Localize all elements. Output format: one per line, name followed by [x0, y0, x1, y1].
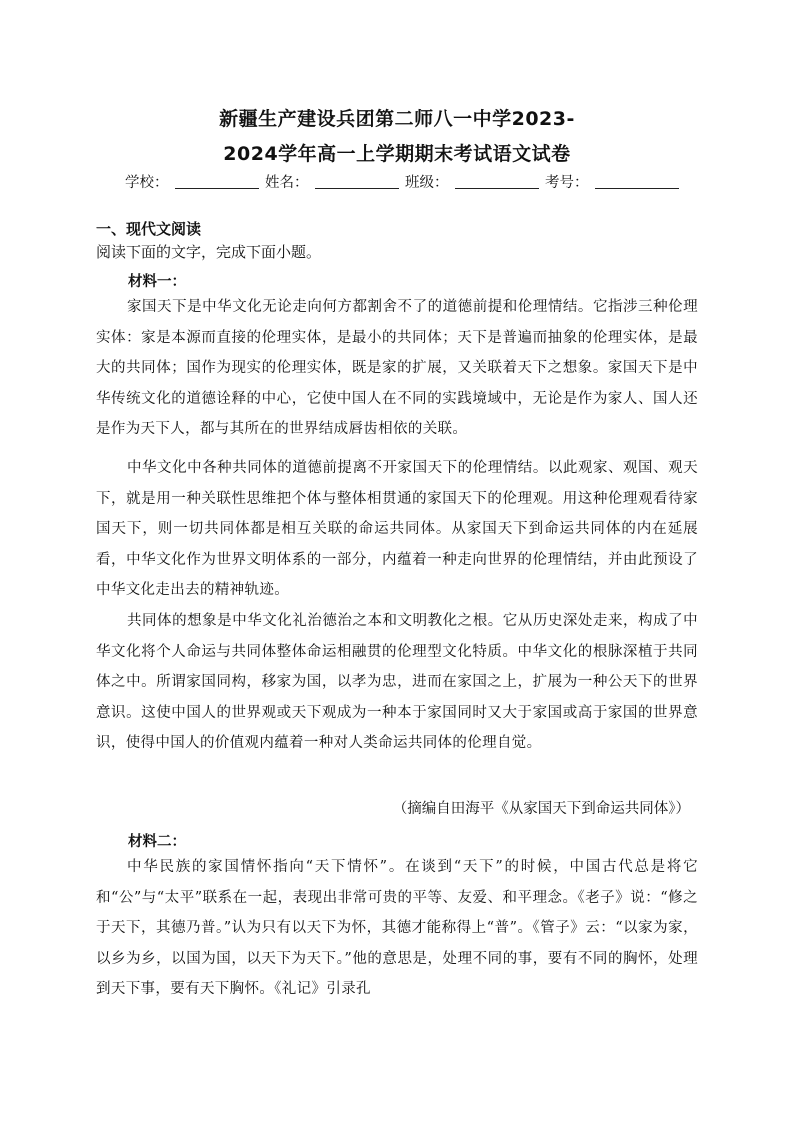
student-info-fields [125, 171, 685, 192]
material2-label: 材料二： [128, 834, 186, 850]
exam-title-line1: 新疆生产建设兵团第二师八一中学2023- [219, 108, 575, 130]
exam-title-line2: 2024学年高一上学期期末考试语文试卷 [223, 143, 571, 165]
school-label: 学校： [125, 175, 169, 191]
class-blank[interactable] [455, 174, 540, 189]
exam-number-label: 考号： [545, 175, 589, 191]
material1-paragraph-3: 共同体的想象是中华文化礼治德治之本和文明教化之根。它从历史深处走来，构成了中华文化将个人命运与共同体整体命运相融贯的伦理型文化特质。中华文化的根脉深植于共同体之中。所谓家国同构，移家为国，以孝为忠，进而在家国之上，扩展为一种公天下的世界意识。这使中国人的世界观或天下观成为一种本于家国同时又大于家国或高于家国的世界意识，使得中国人的价值观内蕴着一种对人类命运共同体的伦理自觉。 [96, 613, 698, 752]
reading-instruction: 阅读下面的文字，完成下面小题。 [96, 243, 322, 261]
material2-paragraph-1: 中华民族的家国情怀指向“天下情怀”。在谈到“天下”的时候，中国古代总是将它和“公”与“太平”联系在一起，表现出非常可贵的平等、友爱、和平理念。《老子》说：“修之于天下，其德乃普。”认为只有以天下为怀，其德才能称得上“普”。《管子》云：“以家为家，以乡为乡，以国为国，以天下为天下。”他的意思是，处理不同的事，要有不同的胸怀，处理到天下事，要有天下胸怀。《礼记》引录孔 [96, 859, 698, 998]
section-heading: 一、现代文阅读 [96, 220, 202, 238]
name-label: 姓名： [265, 175, 309, 191]
material1-source: （摘编自田海平《从家国天下到命运共同体》） [392, 801, 690, 817]
material1-paragraph-2: 中华文化中各种共同体的道德前提离不开家国天下的伦理情结。以此观家、观国、观天下，就是用一种关联性思维把个体与整体相贯通的家国天下的伦理观。用这种伦理观看待家国天下，则一切共同体都是相互关联的命运共同体。从家国天下到命运共同体的内在延展看，中华文化作为世界文明体系的一部分，内蕴着一种走向世界的伦理情结，并由此预设了中华文化走出去的精神轨迹。 [96, 460, 698, 599]
name-blank[interactable] [315, 174, 400, 189]
class-label: 班级： [405, 175, 449, 191]
school-blank[interactable] [175, 174, 260, 189]
exam-number-blank[interactable] [595, 174, 680, 189]
material1-paragraph-1: 家国天下是中华文化无论走向何方都割舍不了的道德前提和伦理情结。它指涉三种伦理实体：家是本源而直接的伦理实体，是最小的共同体；天下是普遍而抽象的伦理实体，是最大的共同体；国作为现实的伦理实体，既是家的扩展，又关联着天下之想象。家国天下是中华传统文化的道德诠释的中心，它使中国人在不同的实践境域中，无论是作为家人、国人还是作为天下人，都与其所在的世界结成唇齿相依的关联。 [96, 299, 698, 438]
material1-label: 材料一： [128, 274, 186, 290]
